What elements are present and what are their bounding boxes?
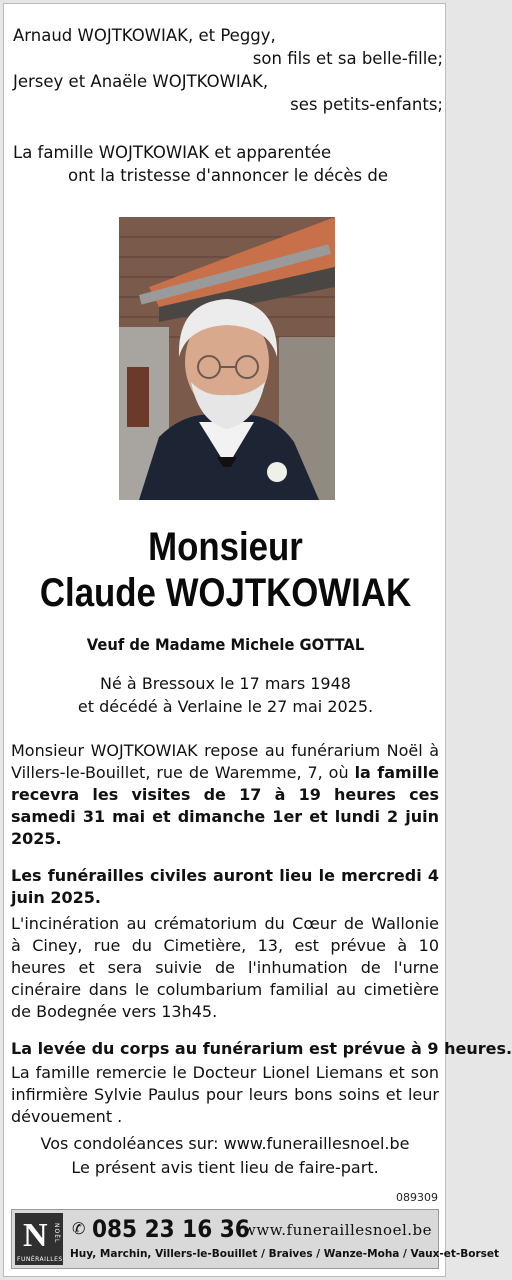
faire-part-line: Le présent avis tient lieu de faire-part. (71, 1158, 379, 1177)
condolences-line: Vos condoléances sur: www.funeraillesnoel.be (40, 1134, 410, 1153)
funeral-home-logo (15, 1213, 63, 1265)
funeral-home-banner (11, 1209, 500, 1269)
phone-number[interactable]: 085 23 16 36 (92, 1215, 250, 1243)
obituary-notice (3, 3, 512, 1277)
phone-icon: ✆ (72, 1219, 86, 1238)
life-dates (4, 672, 447, 718)
website-link[interactable]: www.funeraillesnoel.be (243, 1221, 432, 1239)
visitation-text: Monsieur WOJTKOWIAK repose au funérarium Noël à Villers-le-Bouillet, rue de Waremme, 7, où (11, 741, 439, 782)
logo-side-text: NOËL (53, 1223, 60, 1244)
family-line-5: La famille WOJTKOWIAK et apparentée (13, 143, 332, 162)
deceased-title: Monsieur (148, 525, 303, 569)
family-line-4: ses petits-enfants; (290, 95, 443, 114)
funeral-date: Les funérailles civiles auront lieu le mercredi 4 juin 2025. (11, 866, 439, 907)
portrait-photo (119, 217, 335, 500)
death-line: et décédé à Verlaine le 27 mai 2025. (77, 697, 374, 716)
family-line-6: ont la tristesse d'annoncer le décès de (68, 166, 388, 185)
reference-number: 089309 (396, 1191, 438, 1204)
locations-line: Huy, Marchin, Villers-le-Bouillet / Braives / Wanze-Moha / Vaux-et-Borset (70, 1248, 500, 1260)
visitation-hours: la famille recevra les visites de 17 à 19 heures ces samedi 31 mai et dimanche 1er et lundi 2 juin 2025. (11, 763, 439, 848)
deceased-name: Claude WOJTKOWIAK (39, 571, 412, 615)
notice-body (11, 740, 512, 1180)
visitation-paragraph (11, 740, 439, 850)
family-line-1: Arnaud WOJTKOWIAK, et Peggy, (13, 26, 276, 45)
family-line-3: Jersey et Anaële WOJTKOWIAK, (13, 72, 269, 91)
family-line-2: son fils et sa belle-fille; (252, 49, 443, 68)
logo-word: FUNÉRAILLES (17, 1256, 63, 1263)
widower-line: Veuf de Madame Michele GOTTAL (86, 635, 365, 654)
family-announcement (13, 24, 443, 187)
thanks-paragraph: La famille remercie le Docteur Lionel Liemans et son infirmière Sylvie Paulus pour leurs bons soins et leur dévouement . (11, 1063, 439, 1126)
cremation-paragraph: L'incinération au crématorium du Cœur de Wallonie à Ciney, rue du Cimetière, 13, est prévue à 10 heures et sera suivie de l'inhumation de l'urne cinéraire dans le columbarium familial au cimetière de Bodegnée vers 13h45. (11, 914, 439, 1021)
departure-paragraph: La levée du corps au funérarium est prévue à 9 heures. (11, 1039, 512, 1058)
logo-letter: N (23, 1217, 48, 1254)
birth-line: Né à Bressoux le 17 mars 1948 (100, 674, 351, 693)
